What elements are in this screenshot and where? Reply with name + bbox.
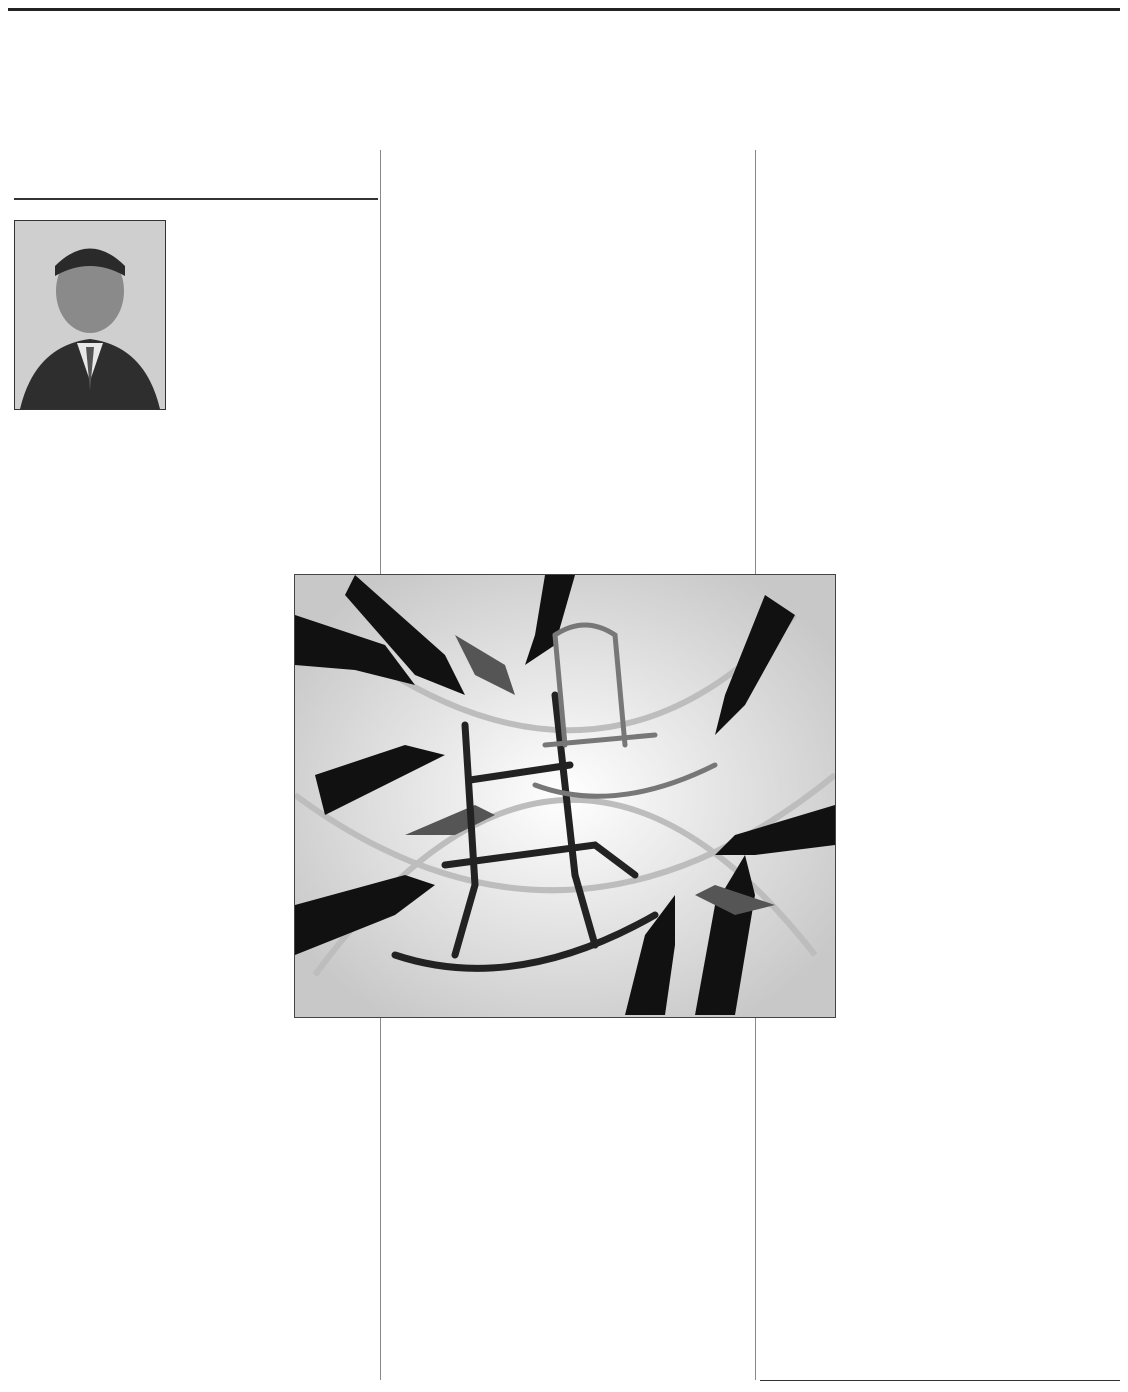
col2-top <box>388 148 748 574</box>
col3-bottom <box>842 576 1118 1020</box>
byline <box>14 146 374 190</box>
portrait-icon <box>15 221 165 409</box>
hands-and-chairs-icon <box>295 575 835 1017</box>
editorial-illustration <box>294 574 836 1018</box>
byline-rule <box>14 198 378 200</box>
author-photo <box>14 220 166 410</box>
col2-bottom <box>388 1020 748 1378</box>
top-rule <box>8 8 1120 11</box>
author-note <box>760 1378 1120 1392</box>
col4-bottom <box>762 1020 1118 1376</box>
col3-top <box>762 148 1118 574</box>
col1-top <box>172 206 370 418</box>
headline <box>20 30 1108 140</box>
